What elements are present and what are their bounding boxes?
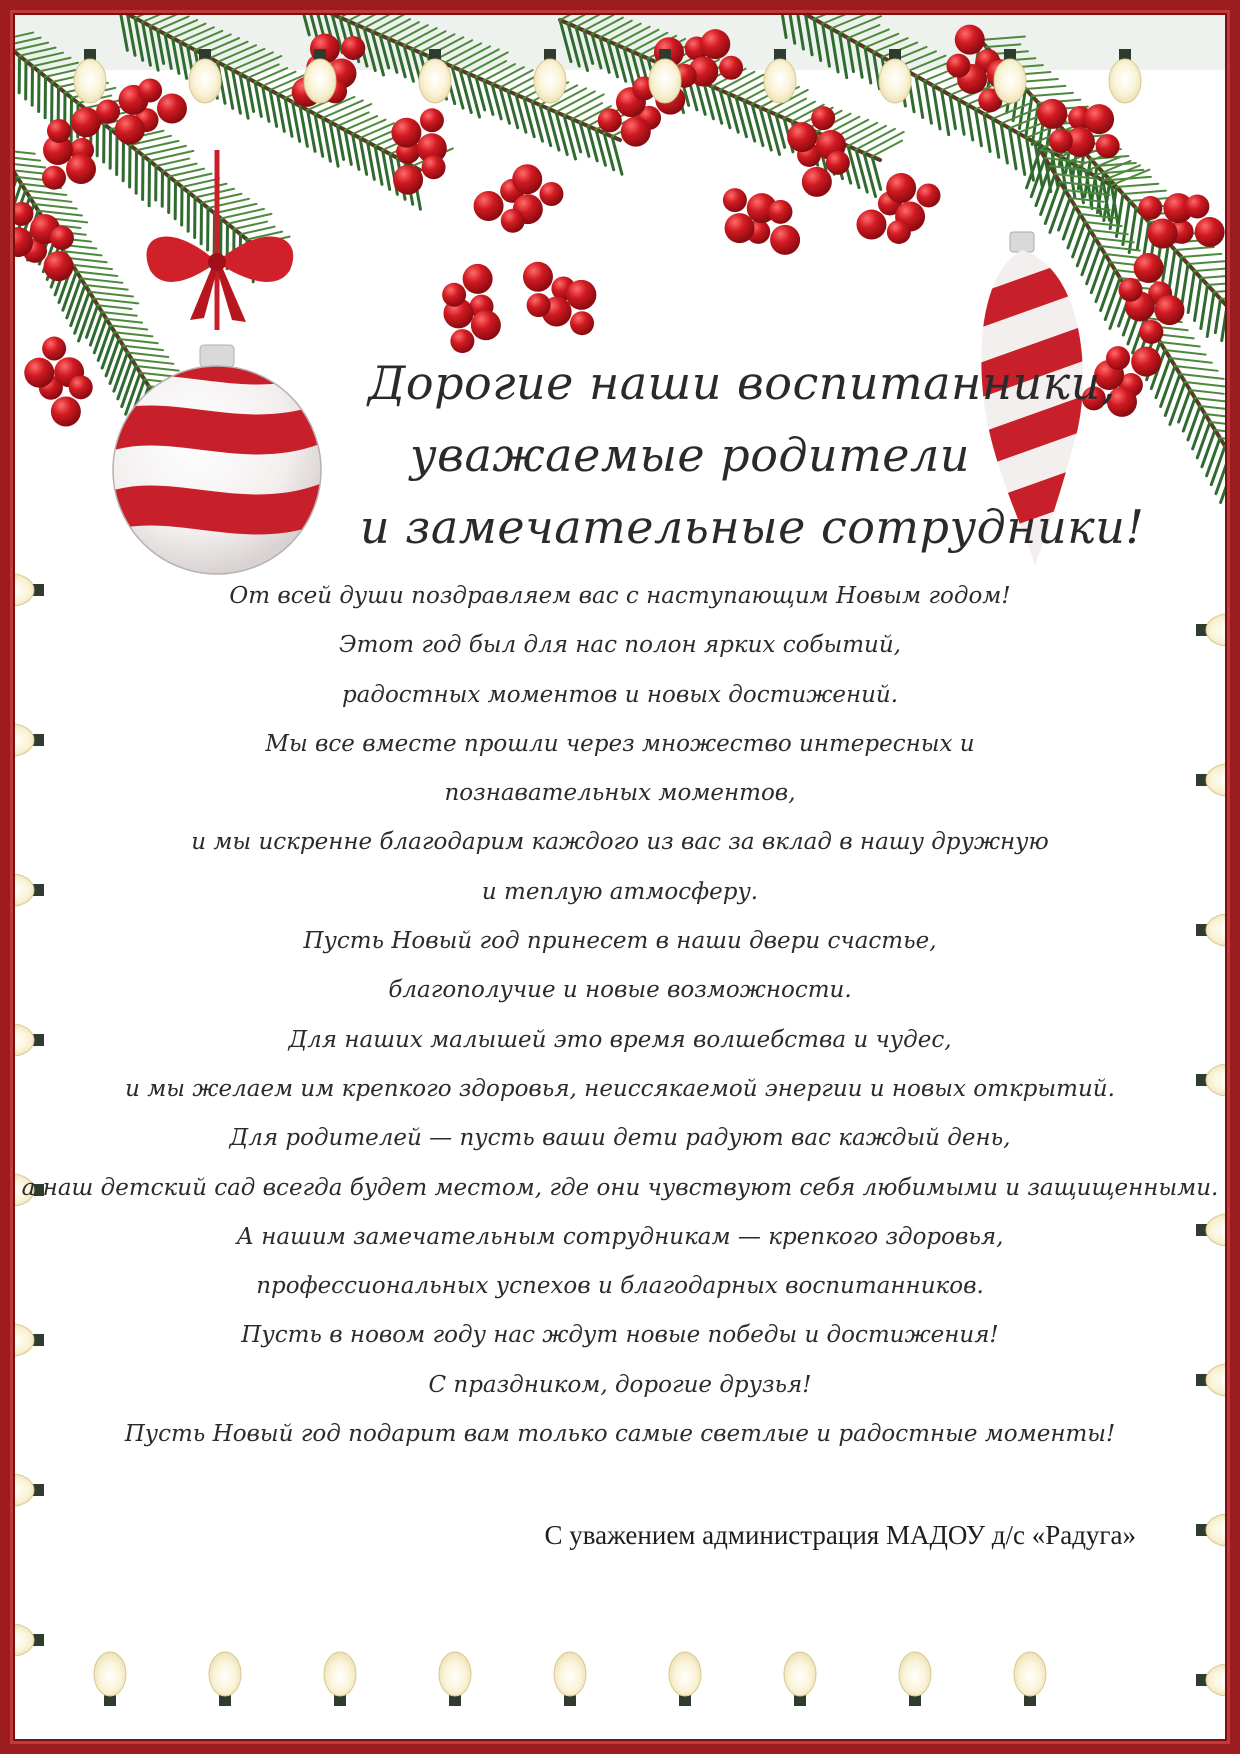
- body-line: радостных моментов и новых достижений.: [20, 671, 1220, 720]
- body-line: Пусть в новом году нас ждут новые победы и достижения!: [20, 1311, 1220, 1360]
- signature: С уважением администрация МАДОУ д/с «Радуга»: [545, 1520, 1137, 1551]
- body-line: А нашим замечательным сотрудникам — крепкого здоровья,: [20, 1213, 1220, 1262]
- body-line: С праздником, дорогие друзья!: [20, 1361, 1220, 1410]
- body-line: и мы желаем им крепкого здоровья, неиссякаемой энергии и новых открытий.: [20, 1065, 1220, 1114]
- greeting-heading-line-1: Дорогие наши воспитанники,: [368, 356, 1116, 410]
- body-line: и теплую атмосферу.: [20, 868, 1220, 917]
- body-line: Мы все вместе прошли через множество интересных и: [20, 720, 1220, 769]
- body-line: От всей души поздравляем вас с наступающим Новым годом!: [20, 572, 1220, 621]
- body-line: профессиональных успехов и благодарных воспитанников.: [20, 1262, 1220, 1311]
- body-line: Для наших малышей это время волшебства и чудес,: [20, 1016, 1220, 1065]
- body-line: благополучие и новые возможности.: [20, 966, 1220, 1015]
- body-line: Для родителей — пусть ваши дети радуют вас каждый день,: [20, 1114, 1220, 1163]
- letter-body: [20, 572, 1220, 1459]
- greeting-heading-line-3: и замечательные сотрудники!: [360, 500, 1144, 554]
- greeting-heading-line-2: уважаемые родители: [410, 428, 970, 482]
- body-line: познавательных моментов,: [20, 769, 1220, 818]
- body-line: а наш детский сад всегда будет местом, где они чувствуют себя любимыми и защищенными.: [20, 1164, 1220, 1213]
- body-line: и мы искренне благодарим каждого из вас за вклад в нашу дружную: [20, 818, 1220, 867]
- body-line: Этот год был для нас полон ярких событий,: [20, 621, 1220, 670]
- body-line: Пусть Новый год подарит вам только самые светлые и радостные моменты!: [20, 1410, 1220, 1459]
- body-line: Пусть Новый год принесет в наши двери счастье,: [20, 917, 1220, 966]
